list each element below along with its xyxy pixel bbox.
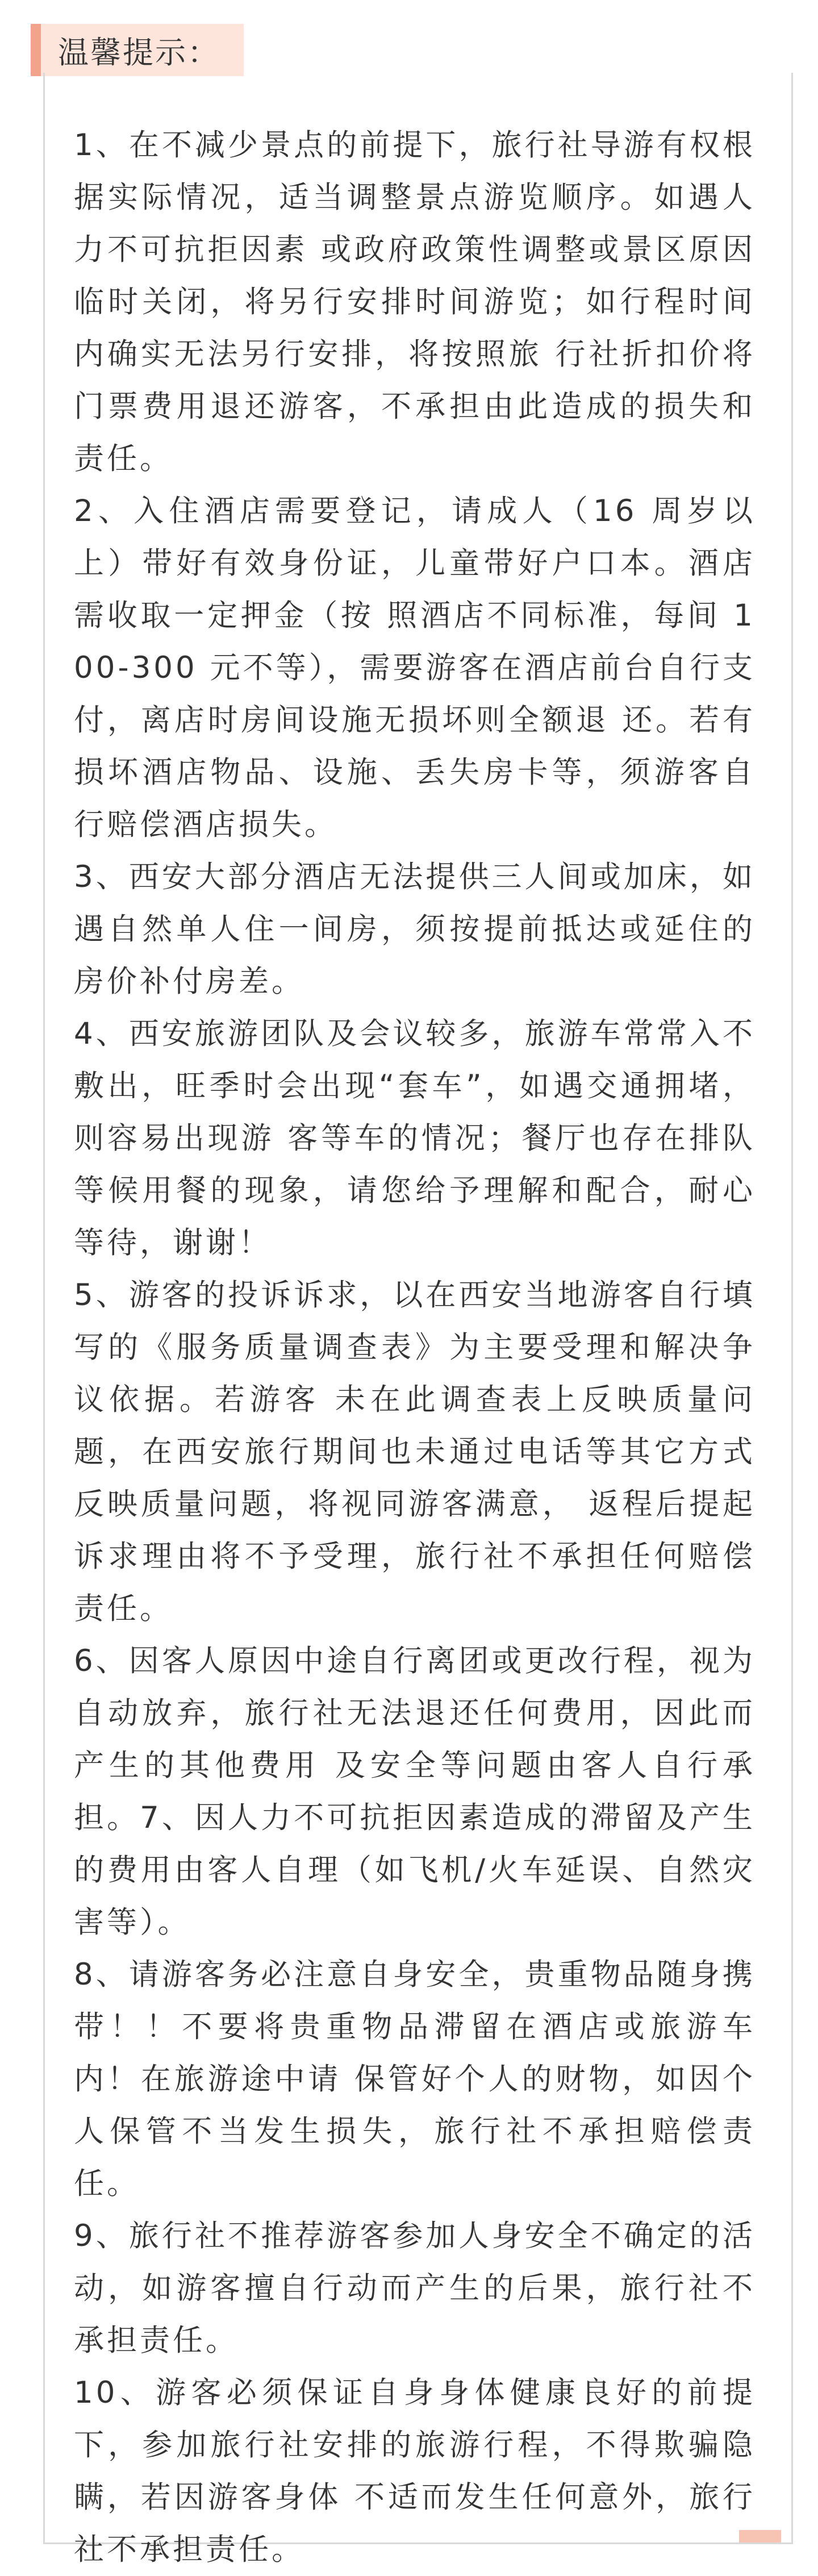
notice-item-8: 8、请游客务必注意自身安全，贵重物品随身携带！！不要将贵重物品滞留在酒店或旅游车内！在旅游途中请 保管好个人的财物，如因个人保管不当发生损失，旅行社不承担赔偿责任。 xyxy=(74,1957,756,2201)
notice-item-1: 1、在不减少景点的前提下，旅行社导游有权根据实际情况，适当调整景点游览顺序。如遇人力不可抗拒因素 或政府政策性调整或景区原因临时关闭，将另行安排时间游览；如行程时间内确实无法另行安排，将按照旅 行社折扣价将门票费用退还游客，不承担由此造成的损失和责任。 xyxy=(74,128,756,476)
notice-item-3: 3、西安大部分酒店无法提供三人间或加床，如遇自然单人住一间房，须按提前抵达或延住的房价补付房差。 xyxy=(74,860,756,999)
notice-list xyxy=(74,119,756,2576)
notice-item-6-7: 6、因客人原因中途自行离团或更改行程，视为自动放弃，旅行社无法退还任何费用，因此而产生的其他费用 及安全等问题由客人自行承担。7、因人力不可抗拒因素造成的滞留及产生的费用由客人自理（如飞机/火车延误、自然灾害等）。 xyxy=(74,1644,756,1940)
notice-header xyxy=(31,24,244,76)
header-title: 温馨提示： xyxy=(41,24,244,76)
header-accent-bar xyxy=(31,24,41,76)
notice-item-5: 5、游客的投诉诉求，以在西安当地游客自行填写的《服务质量调查表》为主要受理和解决争议依据。若游客 未在此调查表上反映质量问题，在西安旅行期间也未通过电话等其它方式反映质量问题，将视同游客满意， 返程后提起诉求理由将不予受理，旅行社不承担任何赔偿责任。 xyxy=(74,1278,756,1626)
notice-item-2: 2、入住酒店需要登记，请成人（16 周岁以上）带好有效身份证，儿童带好户口本。酒店需收取一定押金（按 照酒店不同标准，每间 100-300 元不等），需要游客在酒店前台自行支付，离店时房间设施无损坏则全额退 还。若有损坏酒店物品、设施、丢失房卡等，须游客自行赔偿酒店损失。 xyxy=(74,494,756,842)
notice-item-9: 9、旅行社不推荐游客参加人身安全不确定的活动，如游客擅自行动而产生的后果，旅行社不承担责任。 xyxy=(74,2219,756,2358)
notice-item-10: 10、游客必须保证自身身体健康良好的前提下，参加旅行社安排的旅游行程，不得欺骗隐瞒，若因游客身体 不适而发生任何意外，旅行社不承担责任。 xyxy=(74,2375,756,2567)
notice-item-4: 4、西安旅游团队及会议较多，旅游车常常入不敷出，旺季时会出现“套车”，如遇交通拥堵，则容易出现游 客等车的情况；餐厅也存在排队等候用餐的现象，请您给予理解和配合，耐心等待，谢谢！ xyxy=(74,1016,756,1260)
